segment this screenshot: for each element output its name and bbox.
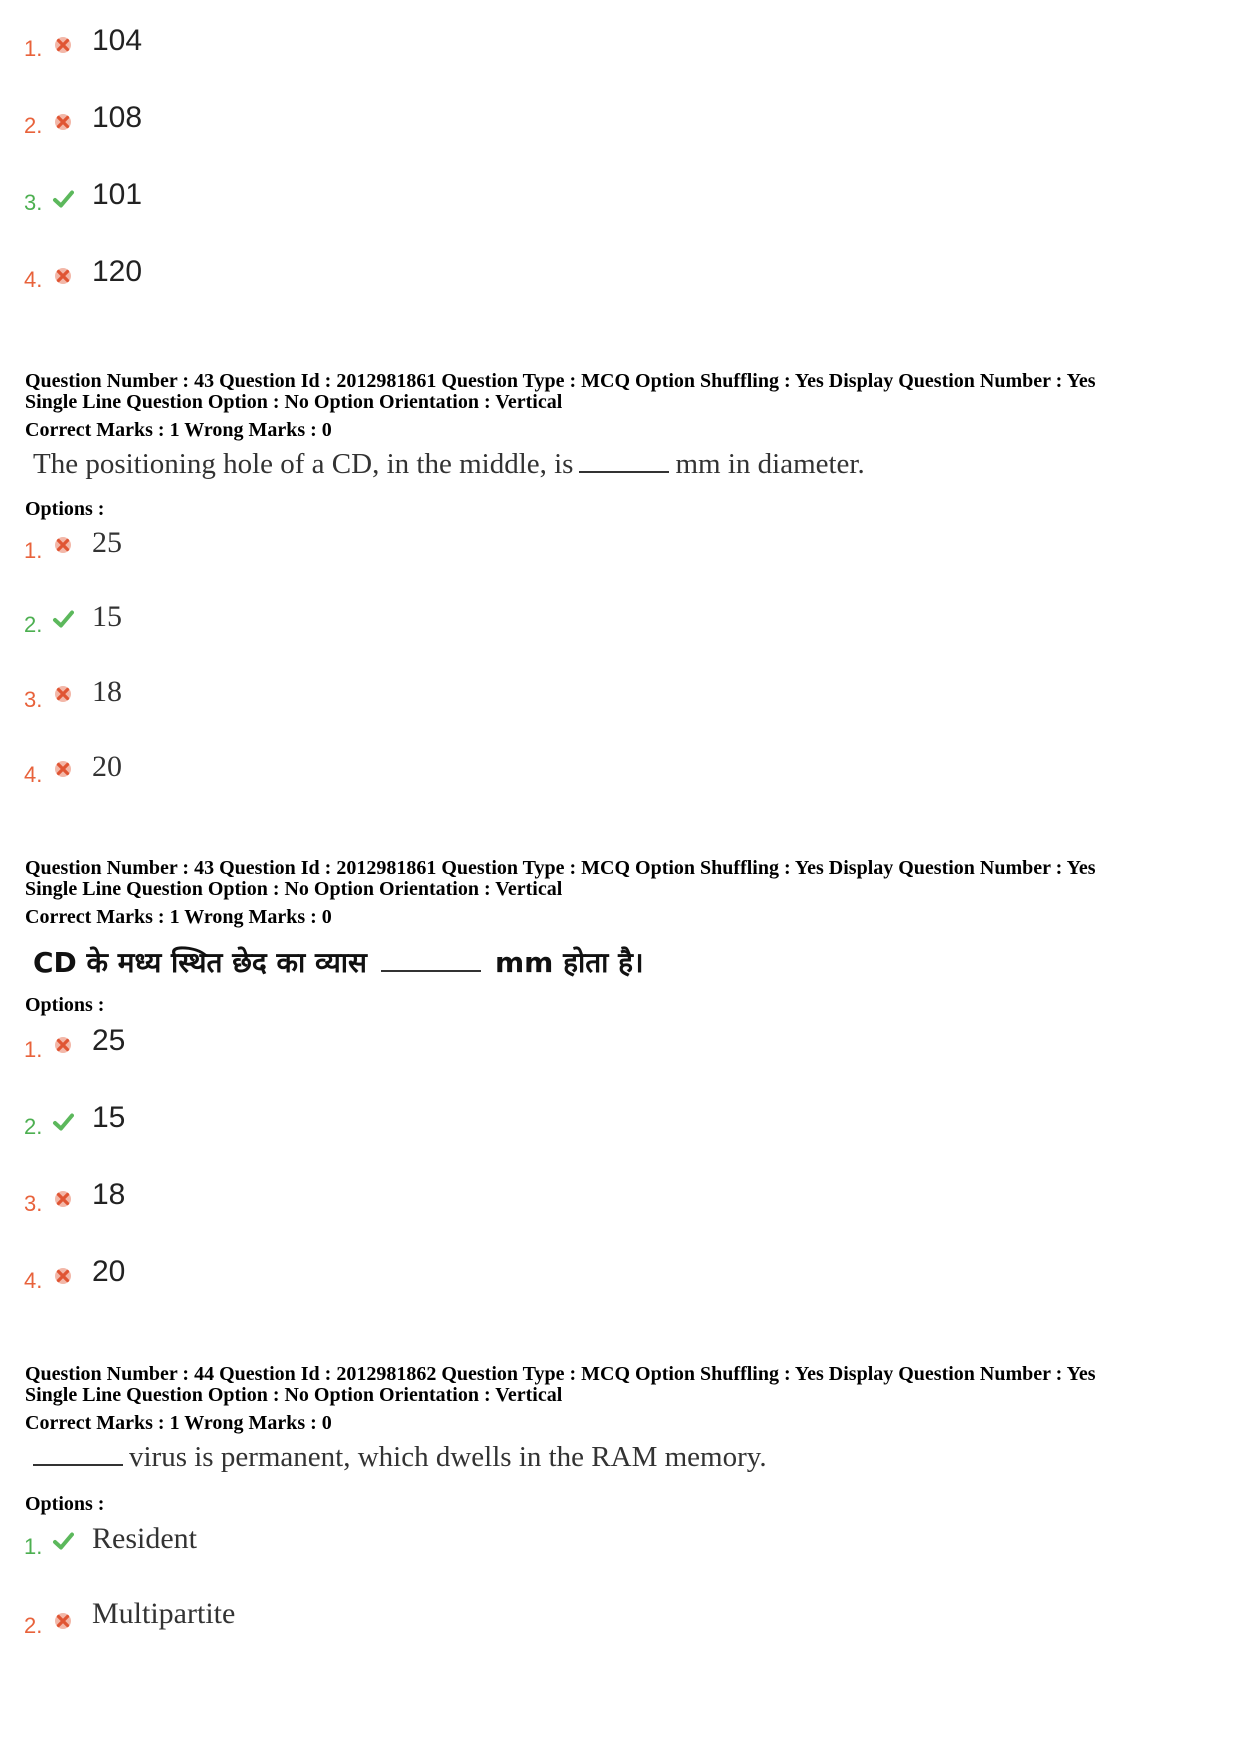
check-icon — [52, 608, 74, 630]
option-number: 3. — [24, 190, 43, 215]
answer-blank — [33, 1442, 123, 1466]
option-value: 15 — [92, 1101, 126, 1134]
option-value: 25 — [92, 526, 122, 559]
question-meta: Question Number : 43 Question Id : 2012981861 Question Type : MCQ Option Shuffling : Yes Display Question Number : Yes — [25, 857, 1096, 879]
cross-icon — [52, 1034, 74, 1056]
cross-icon — [52, 1610, 74, 1632]
question-text-after: mm in diameter. — [675, 448, 865, 480]
option-number: 1. — [24, 36, 43, 61]
answer-blank — [381, 948, 481, 972]
option-value: 120 — [92, 255, 143, 288]
question-marks: Correct Marks : 1 Wrong Marks : 0 — [25, 906, 332, 928]
option-value: 18 — [92, 675, 122, 708]
question-text — [33, 1441, 767, 1474]
cross-icon — [52, 111, 74, 133]
option-number: 4. — [24, 1268, 43, 1293]
check-icon — [52, 1530, 74, 1552]
question-text — [33, 448, 865, 481]
options-label: Options : — [25, 498, 105, 520]
cross-icon — [52, 265, 74, 287]
answer-blank — [579, 449, 669, 473]
option-number: 2. — [24, 612, 43, 637]
option-number: 3. — [24, 687, 43, 712]
option-value: 15 — [92, 600, 122, 633]
option-value: 20 — [92, 750, 122, 783]
option-number: 4. — [24, 762, 43, 787]
question-meta: Question Number : 43 Question Id : 2012981861 Question Type : MCQ Option Shuffling : Yes Display Question Number : Yes — [25, 370, 1096, 392]
option-value: 18 — [92, 1178, 126, 1211]
cross-icon — [52, 683, 74, 705]
cross-icon — [52, 34, 74, 56]
option-value: 101 — [92, 178, 143, 211]
question-meta: Question Number : 44 Question Id : 2012981862 Question Type : MCQ Option Shuffling : Yes Display Question Number : Yes — [25, 1363, 1096, 1385]
question-marks: Correct Marks : 1 Wrong Marks : 0 — [25, 419, 332, 441]
option-number: 1. — [24, 538, 43, 563]
cross-icon — [52, 758, 74, 780]
option-number: 1. — [24, 1534, 43, 1559]
check-icon — [52, 1111, 74, 1133]
option-value: Multipartite — [92, 1597, 236, 1630]
options-label: Options : — [25, 994, 105, 1016]
cross-icon — [52, 1188, 74, 1210]
option-value: 108 — [92, 101, 143, 134]
question-meta: Single Line Question Option : No Option Orientation : Vertical — [25, 878, 563, 900]
option-number: 2. — [24, 1114, 43, 1139]
option-number: 2. — [24, 1613, 43, 1638]
question-meta: Single Line Question Option : No Option Orientation : Vertical — [25, 1384, 563, 1406]
question-text-after: virus is permanent, which dwells in the RAM memory. — [129, 1441, 767, 1473]
cross-icon — [52, 1265, 74, 1287]
option-number: 3. — [24, 1191, 43, 1216]
option-value: 20 — [92, 1255, 126, 1288]
question-text-before: The positioning hole of a CD, in the middle, is — [33, 448, 574, 480]
question-text — [33, 943, 644, 981]
cross-icon — [52, 534, 74, 556]
option-value: 104 — [92, 24, 143, 57]
option-number: 1. — [24, 1037, 43, 1062]
question-text-after: mm होता है। — [494, 946, 644, 979]
option-number: 2. — [24, 113, 43, 138]
option-number: 4. — [24, 267, 43, 292]
question-meta: Single Line Question Option : No Option Orientation : Vertical — [25, 391, 563, 413]
option-value: 25 — [92, 1024, 126, 1057]
question-marks: Correct Marks : 1 Wrong Marks : 0 — [25, 1412, 332, 1434]
options-label: Options : — [25, 1493, 105, 1515]
question-text-before: CD के मध्य स्थित छेद का व्यास — [33, 946, 367, 979]
check-icon — [52, 188, 74, 210]
option-value: Resident — [92, 1522, 197, 1555]
